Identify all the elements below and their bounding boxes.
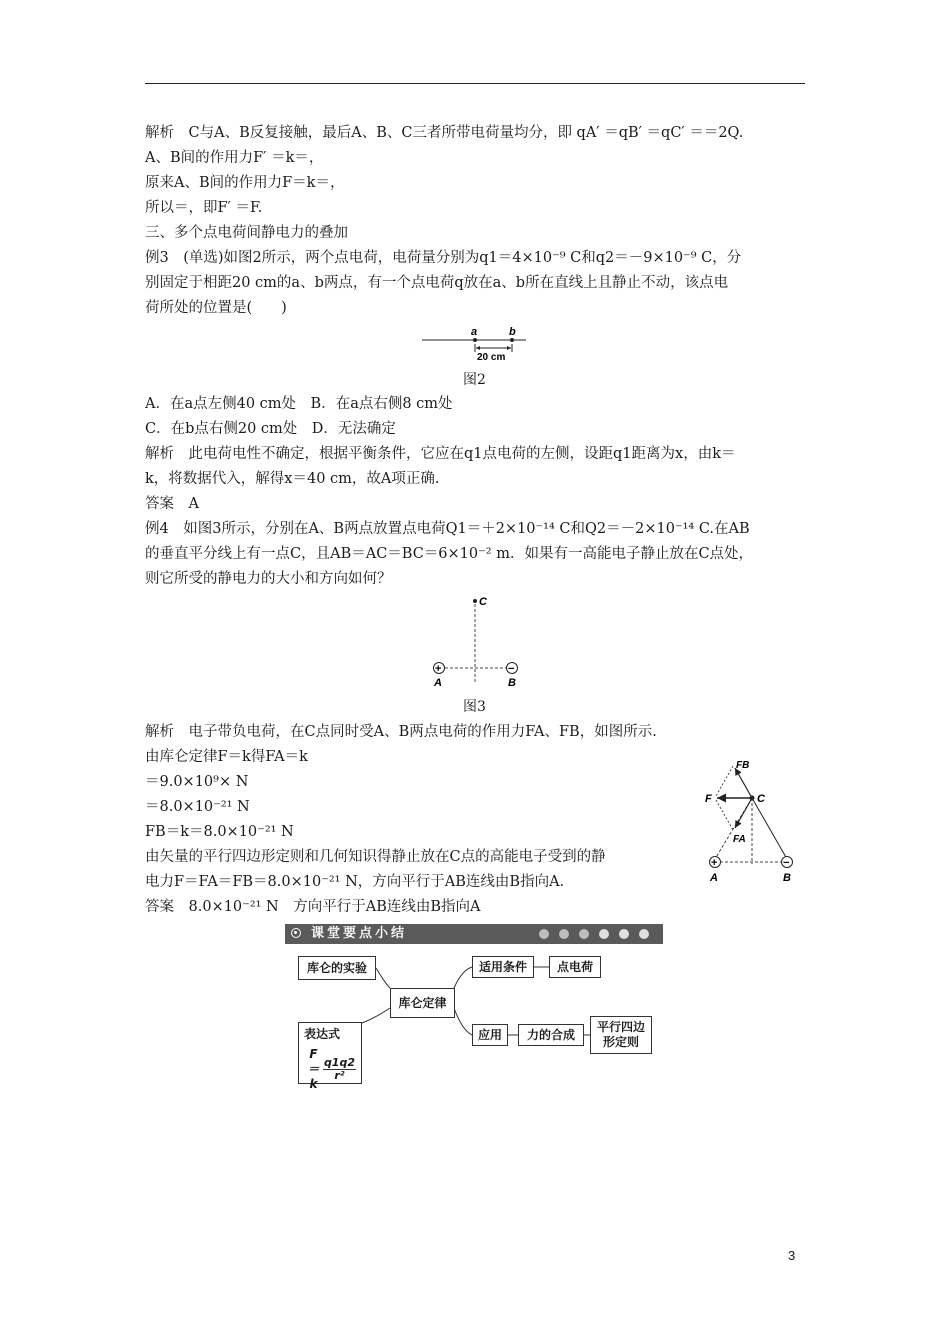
fig3-label-b: B [508, 677, 516, 689]
label-f: F [705, 793, 712, 805]
option-line: C．在b点右侧20 cm处 D．无法确定 [145, 421, 396, 437]
node-point-charge: 点电荷 [549, 956, 601, 978]
figure-3 [425, 592, 525, 692]
formula-numerator: q1q2 [323, 1056, 355, 1069]
figure-2 [420, 322, 530, 362]
banner-dot [639, 929, 649, 939]
section-heading: 三、多个点电荷间静电力的叠加 [145, 225, 348, 241]
figure-2-caption: 图2 [463, 372, 486, 388]
fig3-label-c: C [479, 596, 487, 608]
text-line: 由库仑定律F＝k得FA＝k [145, 749, 308, 765]
text-line: 的垂直平分线上有一点C，且AB＝AC＝BC＝6×10⁻² m．如果有一高能电子静止放在C点处， [145, 546, 754, 562]
formula-fraction [323, 1057, 356, 1082]
text-line: 例4 如图3所示，分别在A、B两点放置点电荷Q1＝＋2×10⁻¹⁴ C和Q2＝－2×10⁻¹⁴ C.在AB [145, 521, 750, 537]
text-line: 原来A、B间的作用力F＝k＝， [145, 175, 345, 191]
text-line: 解析 C与A、B反复接触，最后A、B、C三者所带电荷量均分，即 qA′ ＝qB′ ＝qC′ ＝＝2Q. [145, 125, 744, 141]
banner-dot [599, 929, 609, 939]
node-force-composition: 力的合成 [518, 1024, 584, 1046]
answer-line: 答案 8.0×10⁻²¹ N 方向平行于AB连线由B指向A [145, 899, 481, 915]
force-minus-sign: − [783, 857, 790, 869]
node-coulomb-experiment: 库仑的实验 [298, 956, 376, 980]
text-line: 由矢量的平行四边形定则和几何知识得静止放在C点的高能电子受到的静 [145, 849, 606, 865]
fig2-distance: 20 cm [477, 352, 506, 362]
page-number: 3 [788, 1248, 796, 1263]
label-a: A [710, 872, 718, 884]
node-coulomb-law: 库仑定律 [390, 988, 455, 1018]
text-line: 则它所受的静电力的大小和方向如何？ [145, 571, 392, 587]
header-rule [145, 83, 805, 84]
fig2-label-b: b [509, 326, 516, 338]
text-line: 解析 电子带负电荷，在C点同时受A、B两点电荷的作用力FA、FB，如图所示. [145, 724, 657, 740]
banner-dot [579, 929, 589, 939]
node-expression [298, 1022, 362, 1091]
text-line: 别固定于相距20 cm的a、b两点，有一个点电荷q放在a、b所在直线上且静止不动，该点电 [145, 275, 729, 291]
fig2-label-a: a [471, 326, 478, 338]
label-fa: FA [733, 834, 746, 845]
text-line: 电力F＝FA＝FB＝8.0×10⁻²¹ N，方向平行于AB连线由B指向A. [145, 874, 565, 890]
formula-denominator: r² [334, 1069, 345, 1082]
text-line: FB＝k＝8.0×10⁻²¹ N [145, 824, 294, 840]
node-parallelogram: 平行四边形定则 [590, 1016, 652, 1054]
formula-lhs: F＝k [307, 1047, 320, 1091]
label-c: C [757, 793, 765, 805]
text-line: 所以＝，即F′ ＝F. [145, 200, 263, 216]
figure-3-caption: 图3 [463, 699, 486, 715]
coulomb-formula [304, 1047, 356, 1092]
text-line: ＝9.0×10⁹× N [145, 774, 249, 790]
banner-dot [559, 929, 569, 939]
node-condition: 适用条件 [472, 956, 534, 978]
banner-dot [619, 929, 629, 939]
summary-banner-title: 课堂要点小结 [311, 926, 408, 941]
force-diagram [700, 752, 805, 887]
text-line: A、B间的作用力F′ ＝k＝， [145, 150, 324, 166]
node-application: 应用 [472, 1024, 508, 1046]
label-b: B [783, 872, 791, 884]
summary-banner [285, 924, 663, 944]
text-line: 解析 此电荷电性不确定，根据平衡条件，它应在q1点电荷的左侧，设距q1距离为x，由k＝ [145, 446, 736, 462]
text-line: ＝8.0×10⁻²¹ N [145, 799, 250, 815]
expression-label: 表达式 [304, 1027, 341, 1041]
force-plus-sign: + [711, 857, 718, 869]
text-line: 例3 (单选)如图2所示，两个点电荷，电荷量分别为q1＝4×10⁻⁹ C和q2＝－9×10⁻⁹ C，分 [145, 250, 742, 266]
banner-dot [539, 929, 549, 939]
fig3-label-a: A [434, 677, 442, 689]
fig3-minus-sign: − [508, 663, 515, 675]
target-icon [291, 928, 301, 938]
text-line: 荷所处的位置是( ) [145, 300, 287, 316]
text-line: k，将数据代入，解得x＝40 cm，故A项正确. [145, 471, 440, 487]
fig3-plus-sign: + [435, 663, 442, 675]
answer-line: 答案 A [145, 496, 199, 512]
option-line: A．在a点左侧40 cm处 B．在a点右侧8 cm处 [145, 396, 453, 412]
label-fb: FB [736, 760, 750, 771]
